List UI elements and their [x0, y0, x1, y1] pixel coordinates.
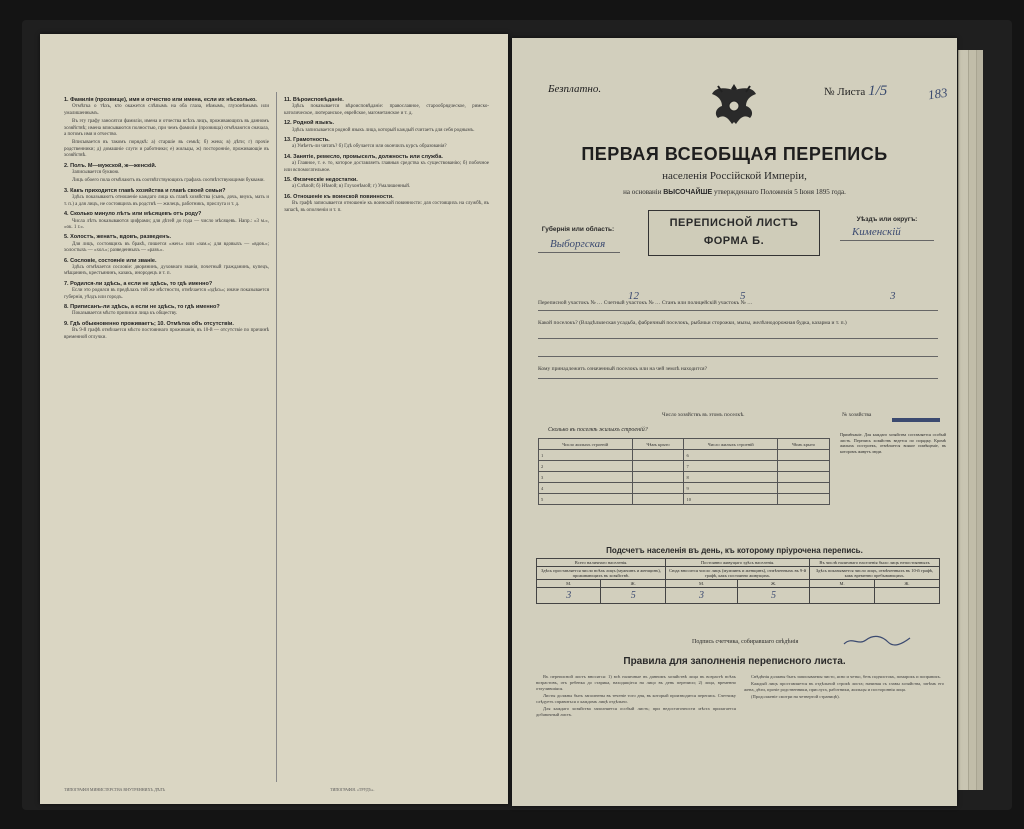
enumerator-signature-label: Подпись счетчика, собиравшаго свѣдѣнія: [692, 639, 799, 645]
signature-icon: [842, 634, 912, 648]
section-paragraph: Вписывается въ такомъ порядкѣ: а) старшіе въ семьѣ; б) жена; в) дѣти; г) прочіе родственники; д) домашніе слуги и работники; е) жильцы, ж) посторонніе, проживающіе въ хозяйствѣ.: [64, 140, 269, 159]
section-heading: 9. Гдѣ обыкновенно проживаетъ; 10. Отмѣтка объ отсутствіи.: [64, 320, 234, 327]
form-subtitle: населенія Россійской Имперіи,: [662, 170, 807, 182]
section-paragraph: Записывается буквою.: [72, 170, 120, 176]
population-count-title: Подсчетъ населенія въ день, къ которому пріурочена перепись.: [606, 546, 863, 555]
enumeration-districts-line: Переписной участокъ № … Счетный участокъ № … Станъ или полицейскій участокъ № …: [538, 300, 753, 306]
district-number-handwritten: 12: [628, 290, 639, 302]
rule-paragraph: Свѣдѣнія должны быть записываемы чисто, ясно и четко, безъ подчистокъ, помарокъ и поправокъ.: [751, 674, 941, 679]
section-heading: 6. Сословіе, состояніе или званіе.: [64, 257, 157, 264]
police-station-handwritten: 3: [890, 290, 896, 302]
section-paragraph: а) Умѣетъ-ли читать? б) Гдѣ обучается или окончилъ курсъ образованія?: [292, 144, 447, 150]
imperial-eagle-icon: [708, 78, 760, 130]
sheet-number-handwritten: 1/5: [868, 83, 888, 99]
province-handwritten: Выборгская: [550, 238, 606, 250]
rule-paragraph: Въ переписной листъ вносятся: 1) всѣ наличные въ данномъ хозяйствѣ лица въ возрастѣ всѣхъ возрастовъ, отъ ребенка до старика, находящіеся на лицо въ день переписи; 2) лица, временно отлучившіяся.: [536, 674, 736, 691]
section-paragraph: Числа лѣтъ показываются цифрами; для дѣтей до года — число мѣсяцевъ. Напр.: «3 м.», «ок. 1 г.».: [64, 218, 269, 230]
section-heading: 1. Фамилія (прозвище), имя и отчество или именa, если их нѣсколько.: [64, 97, 257, 103]
column-divider: [276, 92, 277, 782]
legal-basis: на основаніи ВЫСОЧАЙШЕ утвержденнаго Положенія 5 Іюня 1895 года.: [623, 188, 846, 196]
free-of-charge-label: Безплатно.: [548, 83, 602, 95]
households-count-label: Число хозяйствъ въ этомъ поселкѣ.: [662, 412, 745, 418]
underline: [538, 356, 938, 357]
table-row: 3 8: [539, 472, 830, 483]
section-heading: 11. Вѣроисповѣданіе.: [284, 97, 344, 103]
section-heading: 8. Приписанъ-ли здѣсь, а если не здѣсь, то гдѣ именно?: [64, 303, 220, 310]
district-handwritten: Кименскій: [852, 226, 901, 238]
present-women-value: 5: [601, 588, 666, 604]
section-paragraph: Въ эту графу заносятся фамиліи, имена и отчества всѣхъ лицъ, проживающихъ въ данномъ хозяйствѣ; имена вписываются полностью, при чемъ фамиліи (прозвища) отмѣчаются сначала, а потомъ имя и отчество.: [64, 119, 269, 138]
rules-title: Правила для заполненія переписного листа.: [623, 656, 846, 667]
rules-column-right: [744, 674, 944, 701]
section-heading: 13. Грамотность.: [284, 137, 330, 144]
permanent-women-value: 5: [737, 588, 809, 604]
section-heading: 14. Занятіе, ремесло, промыселъ, должность или служба.: [284, 153, 443, 160]
instructions-column-left: [64, 94, 269, 343]
rule-paragraph: Листы должны быть заполнены въ теченіе того дня, въ который производится перепись. Счетчику слѣдуетъ справиться о каждомъ лицѣ отдѣльно.: [536, 693, 736, 704]
section-paragraph: Для лицъ, состоящихъ въ бракѣ, пишется «жен.» или «зам.»; для вдовыхъ — «вдов.»; холостыхъ — «хол.»; разведенныхъ — «разв.».: [64, 241, 269, 254]
printer-imprint-right: ТИПОГРАФІЯ. «ТРУДЪ».: [330, 787, 375, 792]
section-paragraph: Здѣсь показывается вѣроисповѣданіе: православное, старообрядческое, римско-католическое, лютеранское, еврейское, магометанское и т. д.: [284, 104, 489, 116]
left-page: [40, 34, 508, 804]
section-heading: 12. Родной языкъ.: [284, 120, 335, 127]
household-number-label: № хозяйства: [842, 412, 872, 418]
section-heading: 5. Холостъ, женатъ, вдовъ, разведенъ.: [64, 234, 172, 241]
rules-column-left: [536, 674, 736, 719]
present-men-value: 3: [537, 588, 601, 604]
note-text: Примѣчаніе. Для каждаго хозяйства составляется особый листъ. Перепись хозяйствъ ведется по порядку. Кромѣ жилыхъ построекъ, отмѣчается всякое помѣщеніе, въ которомъ живутъ люди.: [840, 432, 946, 454]
rule-paragraph: Каждый лицъ проставляется въ отдѣльной строкѣ листа; начиная съ главы хозяйства, затѣмъ его жена, дѣти, прочіе родственники, прислуга, работники, жильцы и постороннія лица.: [744, 681, 944, 692]
section-paragraph: Если это родился въ предѣлахъ той же мѣстности, отмѣчается «здѣсь»; иначе показывается губернія, уѣздъ или городъ.: [64, 288, 269, 300]
population-table: Всего наличнаго населенія. Постоянно живущаго здѣсь населенія. Въ числѣ наличнаго населенія было лицъ непостоянныхъ Здѣсь проставляется число всѣхъ лицъ (мужчинъ и женщинъ), проживающихъ въ хозяйствѣ. Сюда вносится число лицъ (мужчинъ и женщинъ), отмѣченныхъ въ 9-й графѣ, какъ постоянно живущихъ. Здѣсь показывается число лицъ, отмѣченныхъ въ 10-й графѣ, какъ временно пребывающихъ. М. Ж. М. Ж. М. Ж. 3 5 3 5: [536, 558, 940, 604]
form-type-box: ПЕРЕПИСНОЙ ЛИСТЪ ФОРМА Б.: [648, 210, 820, 256]
section-paragraph: а) Слѣпой; б) Нѣмой; в) Глухонѣмой; г) Умалишенный.: [292, 184, 411, 190]
permanent-men-value: 3: [666, 588, 738, 604]
section-paragraph: Отмѣтка о тѣхъ, кто окажется слѣпымъ на оба глаза, нѣмымъ, глухонѣмымъ или умалишеннымъ.: [64, 104, 269, 116]
section-heading: 3. Какъ приходится главѣ хозяйства и главѣ своей семьи?: [64, 187, 226, 194]
table-row: 4 9: [539, 483, 830, 494]
table-row: 5 10: [539, 494, 830, 505]
page-edge: [976, 50, 983, 790]
underline: [840, 240, 934, 241]
count-district-handwritten: 5: [740, 290, 746, 302]
underline: [538, 252, 620, 253]
section-paragraph: а) Главное, т. е. то, которое доставляетъ главныя средства къ существованію; б) побочное или вспомогательное.: [284, 161, 489, 173]
rule-paragraph: Для каждаго хозяйства заполняется особый листъ; при недостаточности мѣста прилагается добавочный листъ.: [536, 706, 736, 717]
household-number-scribble: [892, 418, 940, 422]
census-form-page: [512, 38, 957, 806]
page-stamp-number: 183: [926, 84, 949, 103]
dwellings-title: Сколько въ поселкѣ жилыхъ строеній?: [548, 427, 648, 433]
dwellings-table: Число жилыхъ строеній Чѣмъ крыто Число жилыхъ строеній Чѣмъ крыто 1 6 2 7 3 8 4 9 5 10: [538, 438, 830, 505]
settlement-owner-line: Кому принадлежитъ означенный поселокъ или на чей землѣ находится?: [538, 366, 708, 372]
underline: [538, 310, 938, 311]
sheet-number: № Листа 1/5: [824, 83, 888, 99]
printer-imprint-left: ТИПОГРАФІЯ МИНИСТЕРСТВА ВНУТРЕННИХЪ ДѢЛЪ: [64, 787, 166, 792]
district-label: Уѣздъ или округъ:: [856, 216, 918, 223]
table-row: 1 6: [539, 450, 830, 461]
section-heading: 16. Отношеніе къ воинской повинности.: [284, 193, 394, 200]
section-paragraph: Здѣсь записывается родной языкъ лица, который каждый считаетъ для себя роднымъ.: [292, 127, 475, 133]
section-paragraph: Показывается мѣсто приписки лица къ обществу.: [72, 311, 178, 317]
section-heading: 15. Физическіе недостатки.: [284, 177, 358, 184]
section-heading: 7. Родился-ли здѣсь, а если не здѣсь, то гдѣ именно?: [64, 280, 213, 287]
section-paragraph: Здѣсь отмѣчается сословіе: дворянинъ, духовнаго званія, почетный гражданинъ, купецъ, мѣщанинъ, крестьянинъ, казакъ, инородецъ и т. п.: [64, 264, 269, 277]
form-title: ПЕРВАЯ ВСЕОБЩАЯ ПЕРЕПИСЬ: [581, 144, 888, 164]
section-heading: 2. Полъ. М—мужской, ж—женскій.: [64, 162, 157, 169]
underline: [538, 338, 938, 339]
underline: [538, 378, 938, 379]
instructions-column-right: [284, 94, 489, 216]
rule-paragraph: (Продолженіе смотри на четвертой страницѣ).: [751, 694, 840, 699]
table-row: 2 7: [539, 461, 830, 472]
section-paragraph: Лицъ обоего пола отмѣчаютъ въ соотвѣтствующихъ графахъ соотвѣтствующими буквами.: [72, 178, 265, 184]
settlement-type-line: Какой поселокъ? (Владѣльческая усадьба, фабричный поселокъ, рыбачьи сторожки, мызы, желѣзнодорожная будка, казарма и т. п.): [538, 320, 847, 326]
province-label: Губернія или область:: [541, 226, 615, 233]
section-paragraph: Въ 9-й графѣ отмѣчается мѣсто постояннаго проживанія, въ 10-й — отсутствіе по причинѣ временной отлучки.: [64, 328, 269, 340]
section-paragraph: Въ графѣ записывается отношеніе къ воинской повинности: для состоящихъ на службѣ, въ запасѣ, въ ополченіи и т. п.: [284, 201, 489, 213]
section-heading: 4. Сколько минуло лѣтъ или мѣсяцевъ отъ роду?: [64, 211, 202, 218]
section-paragraph: Здѣсь показываютъ отношеніе каждаго лица къ главѣ хозяйства (сынъ, дочь, внукъ, мать и т. п.) а для лицъ, не состоящихъ въ родствѣ — жилецъ, работникъ, прислуга и т. д.: [64, 195, 269, 207]
